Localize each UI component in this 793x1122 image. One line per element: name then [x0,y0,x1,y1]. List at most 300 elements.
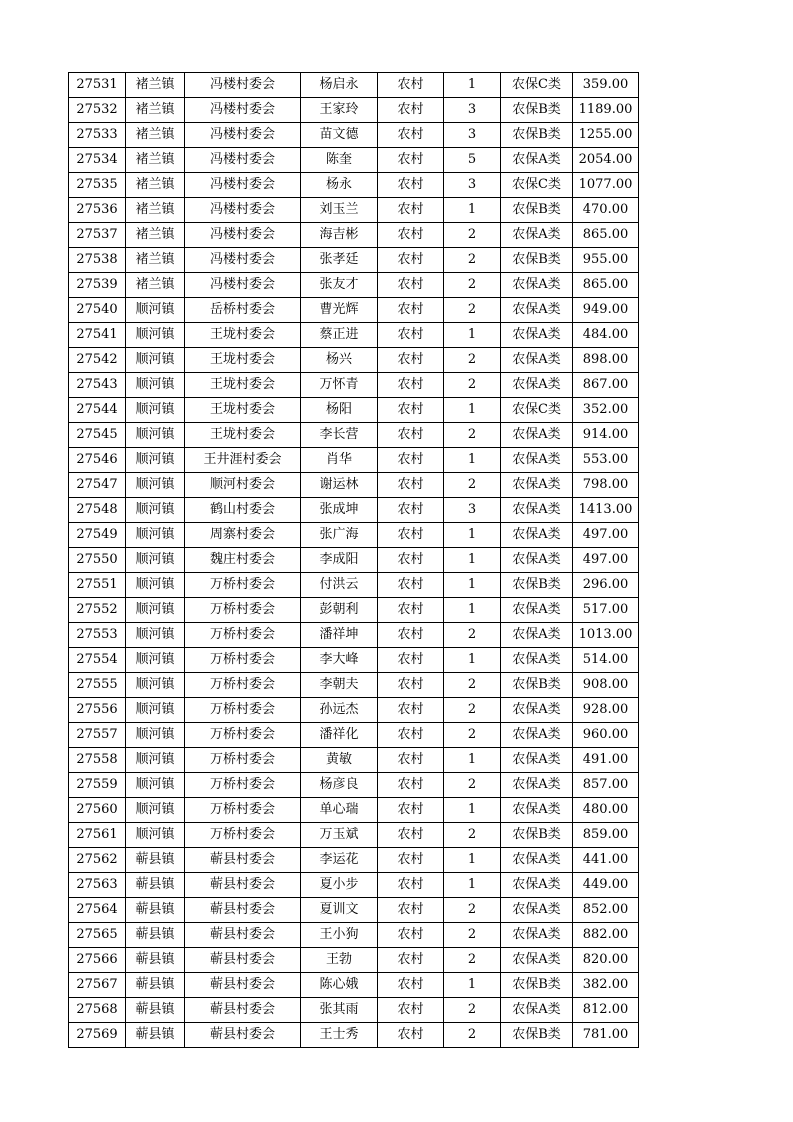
table-row [69,323,639,348]
village-cell: 万桥村委会 [185,573,301,598]
household-size-cell: 2 [444,823,501,848]
area-type-cell: 农村 [378,398,444,423]
record-id-cell: 27549 [69,523,126,548]
category-cell: 农保B类 [501,198,573,223]
area-type-cell: 农村 [378,523,444,548]
town-cell: 褚兰镇 [126,173,185,198]
village-cell: 万桥村委会 [185,773,301,798]
table-row [69,698,639,723]
table-row [69,598,639,623]
amount-cell: 914.00 [573,423,639,448]
household-size-cell: 1 [444,848,501,873]
household-size-cell: 3 [444,173,501,198]
category-cell: 农保A类 [501,323,573,348]
table-row [69,423,639,448]
town-cell: 褚兰镇 [126,98,185,123]
town-cell: 蕲县镇 [126,973,185,998]
table-row [69,998,639,1023]
name-cell: 张友才 [301,273,378,298]
amount-cell: 949.00 [573,298,639,323]
record-id-cell: 27541 [69,323,126,348]
table-row [69,123,639,148]
household-size-cell: 3 [444,98,501,123]
amount-cell: 928.00 [573,698,639,723]
amount-cell: 484.00 [573,323,639,348]
table-row [69,848,639,873]
town-cell: 褚兰镇 [126,273,185,298]
name-cell: 万怀青 [301,373,378,398]
town-cell: 褚兰镇 [126,148,185,173]
category-cell: 农保B类 [501,573,573,598]
amount-cell: 441.00 [573,848,639,873]
household-size-cell: 1 [444,198,501,223]
amount-cell: 882.00 [573,923,639,948]
town-cell: 顺河镇 [126,798,185,823]
area-type-cell: 农村 [378,498,444,523]
category-cell: 农保B类 [501,823,573,848]
amount-cell: 852.00 [573,898,639,923]
record-id-cell: 27537 [69,223,126,248]
category-cell: 农保B类 [501,673,573,698]
area-type-cell: 农村 [378,948,444,973]
name-cell: 杨启永 [301,73,378,98]
amount-cell: 865.00 [573,273,639,298]
table-row [69,973,639,998]
amount-cell: 1413.00 [573,498,639,523]
household-size-cell: 2 [444,673,501,698]
amount-cell: 898.00 [573,348,639,373]
table-row [69,398,639,423]
table-row [69,723,639,748]
household-size-cell: 1 [444,748,501,773]
category-cell: 农保B类 [501,98,573,123]
table-row [69,898,639,923]
category-cell: 农保A类 [501,148,573,173]
table-row [69,98,639,123]
household-size-cell: 1 [444,598,501,623]
amount-cell: 497.00 [573,523,639,548]
household-size-cell: 1 [444,548,501,573]
record-id-cell: 27547 [69,473,126,498]
table-row [69,1023,639,1048]
town-cell: 顺河镇 [126,423,185,448]
category-cell: 农保A类 [501,898,573,923]
household-size-cell: 2 [444,998,501,1023]
town-cell: 顺河镇 [126,498,185,523]
category-cell: 农保A类 [501,998,573,1023]
amount-cell: 1013.00 [573,623,639,648]
table-row [69,773,639,798]
household-size-cell: 2 [444,423,501,448]
amount-cell: 497.00 [573,548,639,573]
name-cell: 王家玲 [301,98,378,123]
record-id-cell: 27560 [69,798,126,823]
household-size-cell: 1 [444,448,501,473]
village-cell: 万桥村委会 [185,723,301,748]
household-size-cell: 3 [444,123,501,148]
name-cell: 杨彦良 [301,773,378,798]
village-cell: 魏庄村委会 [185,548,301,573]
name-cell: 刘玉兰 [301,198,378,223]
amount-cell: 480.00 [573,798,639,823]
household-size-cell: 2 [444,723,501,748]
record-id-cell: 27533 [69,123,126,148]
table-row [69,873,639,898]
village-cell: 冯楼村委会 [185,123,301,148]
village-cell: 蕲县村委会 [185,973,301,998]
village-cell: 蕲县村委会 [185,848,301,873]
village-cell: 万桥村委会 [185,823,301,848]
village-cell: 王垅村委会 [185,348,301,373]
village-cell: 万桥村委会 [185,648,301,673]
record-id-cell: 27552 [69,598,126,623]
category-cell: 农保A类 [501,923,573,948]
area-type-cell: 农村 [378,998,444,1023]
household-size-cell: 2 [444,348,501,373]
amount-cell: 296.00 [573,573,639,598]
area-type-cell: 农村 [378,248,444,273]
amount-cell: 359.00 [573,73,639,98]
town-cell: 蕲县镇 [126,998,185,1023]
category-cell: 农保A类 [501,698,573,723]
household-size-cell: 2 [444,273,501,298]
area-type-cell: 农村 [378,223,444,248]
area-type-cell: 农村 [378,373,444,398]
table-row [69,573,639,598]
name-cell: 万玉斌 [301,823,378,848]
town-cell: 顺河镇 [126,398,185,423]
town-cell: 顺河镇 [126,773,185,798]
data-table [68,72,639,1048]
village-cell: 万桥村委会 [185,748,301,773]
record-id-cell: 27563 [69,873,126,898]
record-id-cell: 27568 [69,998,126,1023]
area-type-cell: 农村 [378,148,444,173]
area-type-cell: 农村 [378,173,444,198]
name-cell: 陈奎 [301,148,378,173]
amount-cell: 781.00 [573,1023,639,1048]
amount-cell: 553.00 [573,448,639,473]
record-id-cell: 27548 [69,498,126,523]
name-cell: 李成阳 [301,548,378,573]
record-id-cell: 27540 [69,298,126,323]
record-id-cell: 27565 [69,923,126,948]
household-size-cell: 3 [444,498,501,523]
village-cell: 王垅村委会 [185,398,301,423]
household-size-cell: 1 [444,873,501,898]
name-cell: 海吉彬 [301,223,378,248]
category-cell: 农保C类 [501,398,573,423]
area-type-cell: 农村 [378,648,444,673]
village-cell: 万桥村委会 [185,598,301,623]
category-cell: 农保A类 [501,848,573,873]
table-row [69,923,639,948]
household-size-cell: 2 [444,898,501,923]
area-type-cell: 农村 [378,723,444,748]
town-cell: 顺河镇 [126,448,185,473]
town-cell: 蕲县镇 [126,898,185,923]
area-type-cell: 农村 [378,423,444,448]
category-cell: 农保A类 [501,423,573,448]
category-cell: 农保B类 [501,1023,573,1048]
town-cell: 褚兰镇 [126,198,185,223]
area-type-cell: 农村 [378,598,444,623]
table-body [69,73,639,1048]
village-cell: 王垅村委会 [185,323,301,348]
name-cell: 肖华 [301,448,378,473]
amount-cell: 865.00 [573,223,639,248]
town-cell: 顺河镇 [126,298,185,323]
table-row [69,373,639,398]
household-size-cell: 2 [444,698,501,723]
category-cell: 农保A类 [501,723,573,748]
category-cell: 农保B类 [501,248,573,273]
area-type-cell: 农村 [378,348,444,373]
amount-cell: 2054.00 [573,148,639,173]
record-id-cell: 27551 [69,573,126,598]
table-row [69,248,639,273]
village-cell: 蕲县村委会 [185,948,301,973]
category-cell: 农保A类 [501,298,573,323]
name-cell: 李长营 [301,423,378,448]
table-row [69,748,639,773]
record-id-cell: 27569 [69,1023,126,1048]
record-id-cell: 27535 [69,173,126,198]
town-cell: 褚兰镇 [126,73,185,98]
name-cell: 王士秀 [301,1023,378,1048]
village-cell: 王垅村委会 [185,373,301,398]
area-type-cell: 农村 [378,73,444,98]
village-cell: 万桥村委会 [185,698,301,723]
amount-cell: 798.00 [573,473,639,498]
household-size-cell: 1 [444,648,501,673]
amount-cell: 908.00 [573,673,639,698]
town-cell: 顺河镇 [126,623,185,648]
name-cell: 王小狗 [301,923,378,948]
town-cell: 顺河镇 [126,823,185,848]
amount-cell: 382.00 [573,973,639,998]
area-type-cell: 农村 [378,848,444,873]
table-row [69,523,639,548]
area-type-cell: 农村 [378,898,444,923]
record-id-cell: 27562 [69,848,126,873]
area-type-cell: 农村 [378,448,444,473]
record-id-cell: 27538 [69,248,126,273]
town-cell: 蕲县镇 [126,848,185,873]
town-cell: 顺河镇 [126,673,185,698]
village-cell: 冯楼村委会 [185,73,301,98]
amount-cell: 491.00 [573,748,639,773]
household-size-cell: 2 [444,948,501,973]
town-cell: 顺河镇 [126,473,185,498]
village-cell: 万桥村委会 [185,623,301,648]
name-cell: 李大峰 [301,648,378,673]
record-id-cell: 27542 [69,348,126,373]
village-cell: 王井涯村委会 [185,448,301,473]
name-cell: 彭朝利 [301,598,378,623]
name-cell: 杨阳 [301,398,378,423]
category-cell: 农保A类 [501,473,573,498]
village-cell: 万桥村委会 [185,673,301,698]
town-cell: 顺河镇 [126,648,185,673]
category-cell: 农保A类 [501,798,573,823]
table-row [69,648,639,673]
record-id-cell: 27532 [69,98,126,123]
record-id-cell: 27550 [69,548,126,573]
amount-cell: 449.00 [573,873,639,898]
table-row [69,673,639,698]
amount-cell: 812.00 [573,998,639,1023]
name-cell: 曹光辉 [301,298,378,323]
name-cell: 黄敏 [301,748,378,773]
category-cell: 农保A类 [501,948,573,973]
town-cell: 顺河镇 [126,748,185,773]
table-row [69,273,639,298]
town-cell: 顺河镇 [126,523,185,548]
household-size-cell: 2 [444,773,501,798]
table-row [69,448,639,473]
record-id-cell: 27557 [69,723,126,748]
category-cell: 农保B类 [501,973,573,998]
village-cell: 王垅村委会 [185,423,301,448]
category-cell: 农保A类 [501,373,573,398]
table-row [69,623,639,648]
amount-cell: 857.00 [573,773,639,798]
area-type-cell: 农村 [378,98,444,123]
area-type-cell: 农村 [378,873,444,898]
name-cell: 张其雨 [301,998,378,1023]
town-cell: 顺河镇 [126,723,185,748]
area-type-cell: 农村 [378,973,444,998]
record-id-cell: 27566 [69,948,126,973]
record-id-cell: 27553 [69,623,126,648]
category-cell: 农保A类 [501,548,573,573]
table-row [69,223,639,248]
amount-cell: 517.00 [573,598,639,623]
village-cell: 冯楼村委会 [185,223,301,248]
category-cell: 农保C类 [501,173,573,198]
area-type-cell: 农村 [378,923,444,948]
name-cell: 付洪云 [301,573,378,598]
area-type-cell: 农村 [378,773,444,798]
name-cell: 潘祥化 [301,723,378,748]
household-size-cell: 2 [444,298,501,323]
household-size-cell: 2 [444,373,501,398]
household-size-cell: 2 [444,223,501,248]
name-cell: 张广海 [301,523,378,548]
amount-cell: 1189.00 [573,98,639,123]
name-cell: 杨兴 [301,348,378,373]
town-cell: 褚兰镇 [126,123,185,148]
category-cell: 农保A类 [501,598,573,623]
town-cell: 顺河镇 [126,698,185,723]
category-cell: 农保A类 [501,348,573,373]
area-type-cell: 农村 [378,123,444,148]
amount-cell: 1077.00 [573,173,639,198]
name-cell: 张孝廷 [301,248,378,273]
household-size-cell: 1 [444,323,501,348]
category-cell: 农保A类 [501,498,573,523]
amount-cell: 352.00 [573,398,639,423]
table-row [69,473,639,498]
category-cell: 农保A类 [501,223,573,248]
record-id-cell: 27559 [69,773,126,798]
name-cell: 夏小步 [301,873,378,898]
area-type-cell: 农村 [378,1023,444,1048]
record-id-cell: 27564 [69,898,126,923]
area-type-cell: 农村 [378,673,444,698]
table-row [69,798,639,823]
table-row [69,148,639,173]
town-cell: 顺河镇 [126,348,185,373]
area-type-cell: 农村 [378,623,444,648]
town-cell: 蕲县镇 [126,923,185,948]
amount-cell: 1255.00 [573,123,639,148]
name-cell: 单心瑞 [301,798,378,823]
record-id-cell: 27561 [69,823,126,848]
town-cell: 顺河镇 [126,323,185,348]
amount-cell: 514.00 [573,648,639,673]
category-cell: 农保A类 [501,523,573,548]
village-cell: 冯楼村委会 [185,273,301,298]
record-id-cell: 27539 [69,273,126,298]
record-id-cell: 27546 [69,448,126,473]
town-cell: 蕲县镇 [126,873,185,898]
name-cell: 王勃 [301,948,378,973]
record-id-cell: 27567 [69,973,126,998]
town-cell: 蕲县镇 [126,948,185,973]
name-cell: 张成坤 [301,498,378,523]
household-size-cell: 1 [444,573,501,598]
category-cell: 农保A类 [501,448,573,473]
name-cell: 苗文德 [301,123,378,148]
amount-cell: 955.00 [573,248,639,273]
table-row [69,548,639,573]
town-cell: 蕲县镇 [126,1023,185,1048]
amount-cell: 820.00 [573,948,639,973]
area-type-cell: 农村 [378,823,444,848]
table-row [69,173,639,198]
record-id-cell: 27558 [69,748,126,773]
area-type-cell: 农村 [378,798,444,823]
area-type-cell: 农村 [378,298,444,323]
category-cell: 农保A类 [501,873,573,898]
area-type-cell: 农村 [378,323,444,348]
village-cell: 蕲县村委会 [185,873,301,898]
name-cell: 杨永 [301,173,378,198]
table-row [69,823,639,848]
name-cell: 蔡正进 [301,323,378,348]
area-type-cell: 农村 [378,473,444,498]
area-type-cell: 农村 [378,273,444,298]
record-id-cell: 27556 [69,698,126,723]
record-id-cell: 27531 [69,73,126,98]
household-size-cell: 5 [444,148,501,173]
table-row [69,948,639,973]
village-cell: 顺河村委会 [185,473,301,498]
record-id-cell: 27543 [69,373,126,398]
name-cell: 潘祥坤 [301,623,378,648]
household-size-cell: 1 [444,73,501,98]
category-cell: 农保A类 [501,773,573,798]
table-row [69,348,639,373]
name-cell: 孙远杰 [301,698,378,723]
amount-cell: 470.00 [573,198,639,223]
village-cell: 岳桥村委会 [185,298,301,323]
area-type-cell: 农村 [378,698,444,723]
record-id-cell: 27555 [69,673,126,698]
amount-cell: 867.00 [573,373,639,398]
